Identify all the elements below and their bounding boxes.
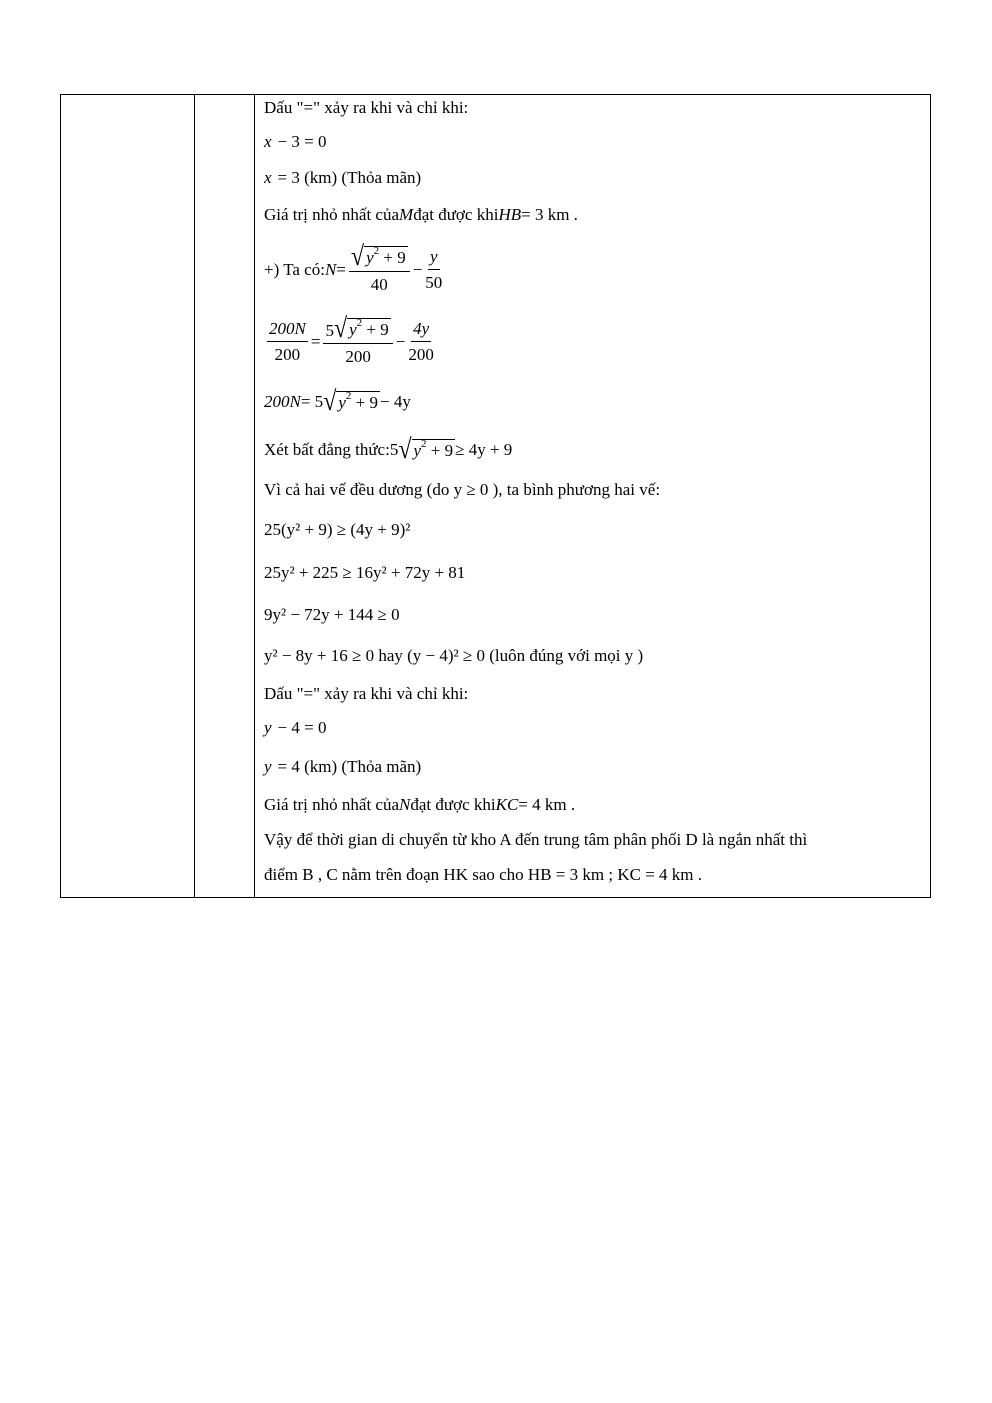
equality-condition-1 bbox=[264, 96, 468, 120]
expr: = 5 bbox=[300, 392, 324, 411]
expr: = 4 (km) (Thỏa mãn) bbox=[277, 757, 422, 776]
text: Xét bất đẳng thức: bbox=[264, 440, 390, 459]
var: M bbox=[399, 205, 414, 224]
denominator: 200 bbox=[345, 346, 371, 366]
text: Vậy để thời gian di chuyển từ kho A đến trung tâm phân phối D là ngắn nhất thì bbox=[264, 830, 808, 849]
fraction: √ $y^2 + 9$ 40 bbox=[349, 246, 410, 295]
text: Giá trị nhỏ nhất của bbox=[264, 795, 400, 814]
var: y bbox=[413, 441, 422, 460]
fraction bbox=[267, 319, 308, 365]
denominator: 50 bbox=[425, 273, 443, 292]
fraction: 5 √ $y^2 + 9$ 200 bbox=[323, 318, 392, 367]
expr: − 4y bbox=[380, 392, 411, 411]
expr: 25(y² + 9) ≥ (4y + 9)² bbox=[264, 520, 411, 539]
denominator: 200 bbox=[408, 345, 434, 364]
expr: + 9 bbox=[351, 393, 378, 412]
var: HB bbox=[498, 205, 522, 224]
text: Dấu "=" xảy ra khi và chỉ khi: bbox=[264, 684, 469, 703]
column-divider-1 bbox=[194, 95, 195, 897]
expr: + 9 bbox=[379, 247, 406, 267]
var: y bbox=[264, 757, 272, 776]
var: y bbox=[338, 393, 346, 412]
expr: 9y² − 72y + 144 ≥ 0 bbox=[264, 605, 400, 624]
coef: 5 bbox=[325, 320, 334, 340]
expr: + 9 bbox=[426, 441, 454, 460]
expr: = 3 (km) (Thỏa mãn) bbox=[277, 168, 422, 187]
text: = bbox=[336, 260, 346, 279]
var: N bbox=[324, 260, 337, 279]
expr: − 4 = 0 bbox=[277, 718, 327, 737]
var: y bbox=[264, 718, 272, 737]
text: = 3 km . bbox=[521, 205, 578, 224]
step-squared bbox=[264, 518, 410, 542]
var: y bbox=[349, 319, 357, 339]
text: +) Ta có: bbox=[264, 260, 325, 279]
min-n-statement bbox=[264, 793, 575, 817]
fraction bbox=[425, 247, 442, 293]
scaled-equation bbox=[264, 313, 437, 368]
expr: + 9 bbox=[362, 319, 389, 339]
solution-y bbox=[264, 755, 421, 779]
operator: = bbox=[310, 332, 321, 351]
text: = 4 km . bbox=[518, 795, 576, 814]
var: x bbox=[264, 168, 272, 187]
conclusion-line-2 bbox=[264, 863, 702, 887]
var: N bbox=[399, 795, 411, 814]
operator: − bbox=[412, 260, 423, 279]
text: đạt được khi bbox=[410, 795, 496, 814]
step-expanded bbox=[264, 561, 465, 585]
solution-x bbox=[264, 166, 421, 190]
denominator: 200 bbox=[274, 345, 301, 364]
equation-200n: 200N = 5 √ $y^2 + 9$ − 4y bbox=[264, 387, 411, 417]
coef: 5 bbox=[389, 440, 399, 459]
exponent: 2 bbox=[345, 390, 352, 403]
fraction bbox=[408, 319, 434, 365]
min-m-statement bbox=[264, 203, 578, 227]
text: Dấu "=" xảy ra khi và chỉ khi: bbox=[264, 98, 469, 117]
column-divider-2 bbox=[254, 95, 255, 897]
exponent: 2 bbox=[373, 244, 380, 257]
equality-condition-2 bbox=[264, 682, 468, 706]
conclusion-line-1 bbox=[264, 828, 807, 852]
expr: ≥ 4y + 9 bbox=[455, 440, 513, 459]
expr: 200N bbox=[264, 392, 301, 411]
text: Giá trị nhỏ nhất của bbox=[264, 205, 400, 224]
equation-y-minus-4 bbox=[264, 716, 326, 740]
step-perfect-square bbox=[264, 644, 643, 668]
equation-x-minus-3 bbox=[264, 130, 326, 154]
numerator: 200N bbox=[267, 319, 308, 342]
var: KC bbox=[495, 795, 519, 814]
exponent: 2 bbox=[356, 316, 363, 329]
numerator: 4y bbox=[411, 319, 431, 342]
numerator: y bbox=[428, 247, 440, 270]
denominator: 40 bbox=[370, 274, 388, 294]
operator: − bbox=[395, 332, 406, 351]
text: Vì cả hai vế đều dương (do y ≥ 0 ), ta bình phương hai vế: bbox=[264, 480, 661, 499]
expr: 25y² + 225 ≥ 16y² + 72y + 81 bbox=[264, 563, 466, 582]
expr: − 3 = 0 bbox=[277, 132, 327, 151]
exponent: 2 bbox=[421, 438, 427, 451]
var: y bbox=[366, 247, 374, 267]
squaring-note bbox=[264, 478, 660, 502]
var: x bbox=[264, 132, 272, 151]
n-definition bbox=[264, 241, 445, 296]
expr: y² − 8y + 16 ≥ 0 hay (y − 4)² ≥ 0 (luôn đúng với mọi y ) bbox=[264, 646, 644, 665]
step-simplified bbox=[264, 603, 400, 627]
text: điểm B , C nằm trên đoạn HK sao cho HB = 3 km ; KC = 4 km . bbox=[264, 865, 702, 884]
text: đạt được khi bbox=[413, 205, 499, 224]
inequality-statement: Xét bất đẳng thức: 5 √ $y^2 + 9$ ≥ 4y + 9 bbox=[264, 435, 513, 465]
